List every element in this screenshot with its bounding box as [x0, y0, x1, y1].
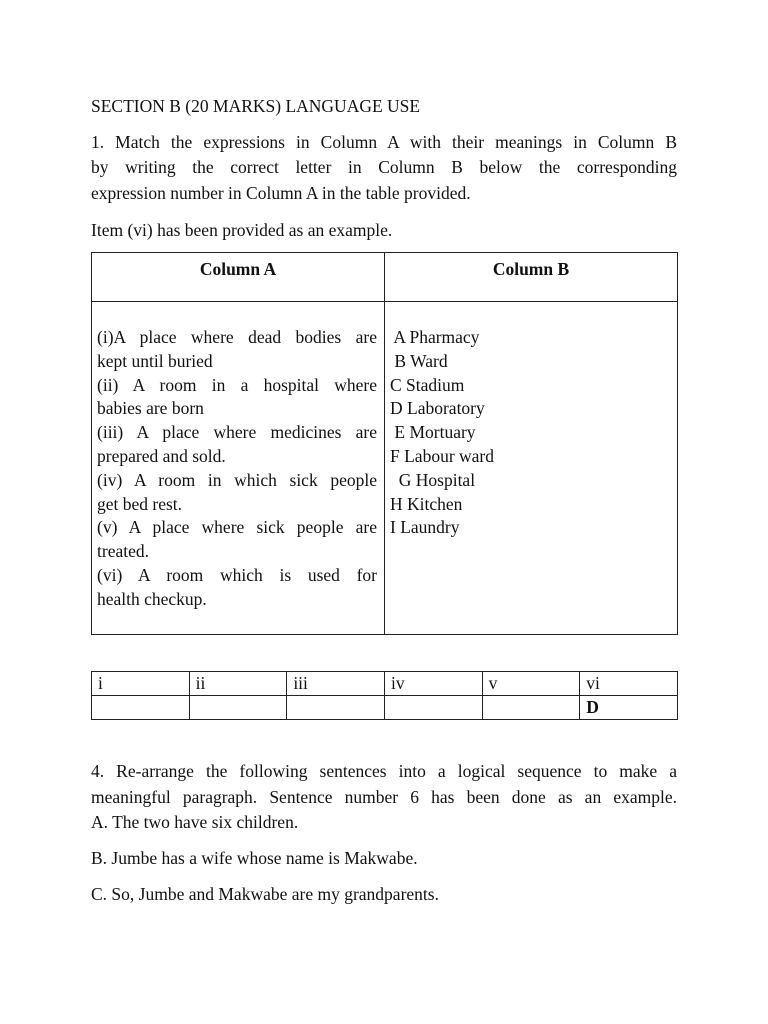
answer-cell-i[interactable] — [92, 696, 190, 720]
answer-header-ii: ii — [189, 672, 287, 696]
column-a-line: get bed rest. — [97, 493, 183, 514]
column-a-line: prepared and sold. — [97, 445, 226, 466]
column-b-header: Column B — [492, 259, 570, 279]
answer-cell-v[interactable] — [482, 696, 580, 720]
column-a-line: (iv) A room in which sick people — [97, 469, 377, 490]
column-a-line: (vi) A room which is used for — [97, 564, 377, 585]
column-b-option: E Mortuary — [390, 422, 476, 443]
column-a-expressions — [97, 326, 377, 612]
column-b-option: A Pharmacy — [390, 327, 480, 347]
column-a-header: Column A — [199, 259, 277, 279]
column-a-line: (v) A place where sick people are — [97, 517, 377, 538]
answer-header-iv: iv — [384, 672, 482, 696]
answer-header-i: i — [92, 672, 190, 696]
column-a-line: kept until buried — [97, 350, 213, 371]
column-b-option: B Ward — [390, 350, 448, 371]
column-a-line: (ii) A room in a hospital where — [97, 374, 377, 395]
answer-header-vi: vi — [580, 672, 678, 696]
section-title: SECTION B (20 MARKS) LANGUAGE USE — [91, 96, 421, 116]
question-1-line-3: expression number in Column A in the table provided. — [91, 183, 471, 203]
header-divider — [92, 301, 677, 302]
column-b-option: G Hospital — [390, 469, 476, 490]
answer-cell-iv[interactable] — [384, 696, 482, 720]
sentence-b: B. Jumbe has a wife whose name is Makwabe. — [91, 848, 418, 868]
answer-cell-ii[interactable] — [189, 696, 287, 720]
column-a-line: (i)A place where dead bodies are — [97, 327, 377, 347]
answer-cell-iii[interactable] — [287, 696, 385, 720]
column-a-line: (iii) A place where medicines are — [97, 422, 377, 443]
column-b-option: C Stadium — [390, 374, 465, 395]
column-a-line: babies are born — [97, 398, 204, 419]
matching-table — [91, 252, 678, 635]
answer-header-iii: iii — [287, 672, 385, 696]
column-b-option: D Laboratory — [390, 398, 485, 419]
answer-table-header-row — [92, 672, 678, 696]
answer-header-v: v — [482, 672, 580, 696]
question-1-line-2: by writing the correct letter in Column B below the corresponding — [91, 157, 677, 177]
column-b-option: F Labour ward — [390, 445, 495, 466]
answer-table-answer-row — [92, 696, 678, 720]
question-4-line-1: 4. Re-arrange the following sentences into a logical sequence to make a — [91, 761, 677, 781]
question-1-line-1: 1. Match the expressions in Column A with their meanings in Column B — [91, 132, 677, 152]
answer-cell-vi: D — [580, 696, 678, 720]
column-b-meanings — [390, 326, 675, 540]
question-4-line-2: meaningful paragraph. Sentence number 6 has been done as an example. — [91, 787, 677, 807]
column-a-line: health checkup. — [97, 588, 207, 609]
column-divider — [384, 253, 385, 634]
sentence-c: C. So, Jumbe and Makwabe are my grandparents. — [91, 884, 439, 904]
example-note: Item (vi) has been provided as an example. — [91, 220, 393, 240]
sentence-a: A. The two have six children. — [91, 812, 299, 832]
column-b-option: H Kitchen — [390, 493, 463, 514]
answer-table — [91, 671, 678, 720]
column-b-option: I Laundry — [390, 517, 460, 538]
column-a-line: treated. — [97, 541, 149, 562]
